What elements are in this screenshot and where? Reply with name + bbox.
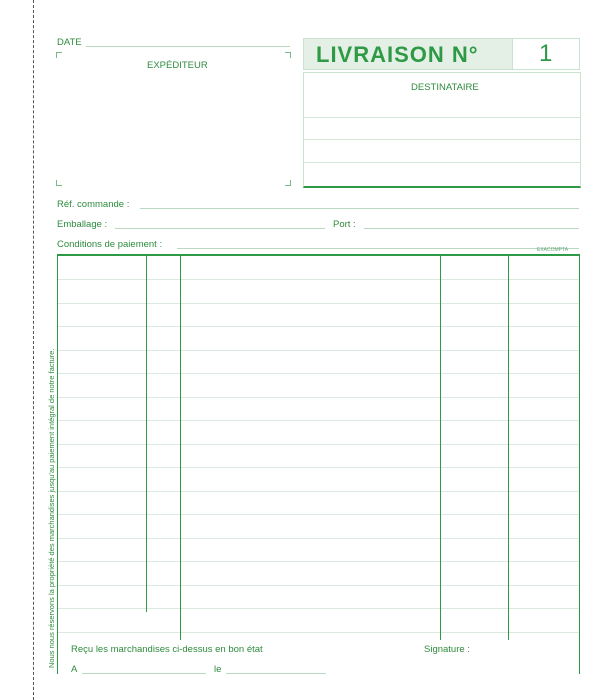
order-ref-label: Réf. commande : (57, 199, 130, 210)
on-field[interactable] (226, 673, 326, 674)
packaging-label: Emballage : (57, 219, 108, 230)
brand-mark: EXACOMPTA (537, 247, 569, 253)
payment-terms-label: Conditions de paiement : (57, 239, 163, 250)
table-row (58, 350, 580, 351)
table-row (58, 303, 580, 304)
delivery-number: 1 (539, 40, 553, 67)
corner-mark (56, 52, 62, 58)
table-row (58, 420, 580, 421)
shipping-label: Port : (333, 219, 356, 230)
corner-mark (285, 52, 291, 58)
table-right-border (579, 256, 580, 674)
table-row (58, 397, 580, 398)
recipient-line (304, 117, 580, 118)
table-row (58, 444, 580, 445)
recipient-box[interactable] (303, 72, 581, 188)
items-table[interactable] (57, 254, 580, 674)
date-field[interactable] (86, 46, 290, 47)
payment-terms-field[interactable] (177, 248, 579, 249)
packaging-field[interactable] (115, 228, 325, 229)
table-row (58, 514, 580, 515)
table-row (58, 373, 580, 374)
table-row (58, 608, 580, 609)
recipient-label: DESTINATAIRE (411, 82, 479, 93)
table-row (58, 326, 580, 327)
perforation-line (33, 0, 34, 700)
recipient-line (304, 139, 580, 140)
table-row (58, 491, 580, 492)
sender-label: EXPÉDITEUR (147, 60, 208, 71)
table-row (58, 279, 580, 280)
signature-label: Signature : (424, 644, 470, 655)
table-row (58, 632, 580, 633)
shipping-field[interactable] (364, 228, 579, 229)
at-field[interactable] (82, 673, 206, 674)
date-label: DATE (57, 37, 82, 48)
column-divider (180, 256, 181, 640)
table-row (58, 585, 580, 586)
column-divider (440, 256, 441, 640)
retention-clause: Nous nous réservons la propriété des marchandises jusqu'au paiement intégral de notre facture. (47, 348, 56, 668)
order-ref-field[interactable] (140, 208, 579, 209)
column-divider (508, 256, 509, 640)
number-box (512, 38, 580, 70)
page-title: LIVRAISON N° (316, 42, 479, 67)
table-row (58, 467, 580, 468)
corner-mark (56, 180, 62, 186)
corner-mark (285, 180, 291, 186)
at-label: A (71, 664, 78, 675)
column-divider (146, 256, 147, 612)
table-row (58, 561, 580, 562)
title-box (303, 38, 513, 70)
on-label: le (214, 664, 222, 675)
table-row (58, 538, 580, 539)
received-label: Reçu les marchandises ci-dessus en bon état (71, 644, 263, 655)
recipient-line (304, 162, 580, 163)
sender-area[interactable] (56, 52, 291, 186)
